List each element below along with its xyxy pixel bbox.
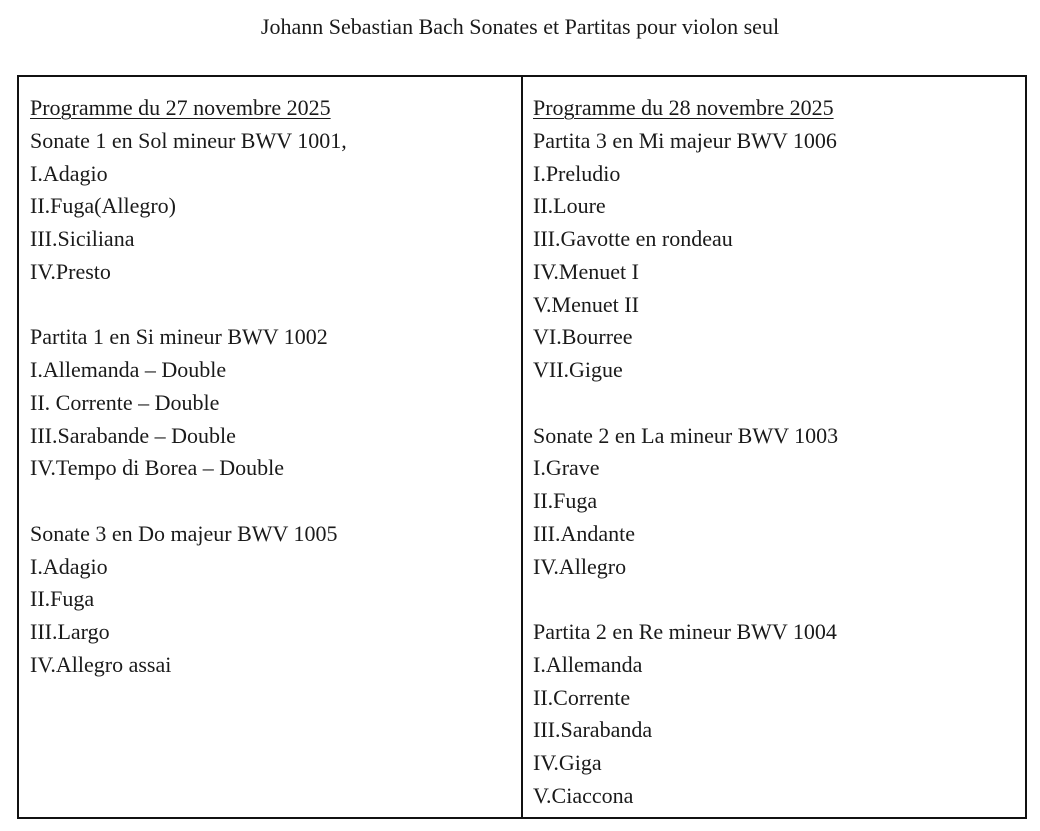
- spacer: [533, 387, 1025, 420]
- movement-item: III.Andante: [533, 520, 636, 546]
- work-title: Partita 3 en Mi majeur BWV 1006: [533, 127, 837, 153]
- program-table: [17, 75, 1027, 819]
- movement-item: II.Fuga: [533, 488, 598, 513]
- movement-item: III.Sarabanda: [533, 717, 653, 743]
- movement-item: V.Menuet II: [533, 291, 639, 317]
- movement-item: IV.Allegro: [533, 553, 627, 579]
- work-title: Sonate 3 en Do majeur BWV 1005: [30, 520, 338, 546]
- movement-item: VII.Gigue: [533, 357, 623, 382]
- movement-item: III.Gavotte en rondeau: [533, 226, 733, 251]
- movement-item: II.Fuga(Allegro): [30, 193, 177, 219]
- movement-item: V.Ciaccona: [533, 782, 634, 808]
- movement-item: III.Siciliana: [30, 226, 135, 251]
- movement-item: VI.Bourree: [533, 324, 633, 350]
- movement-item: II. Corrente – Double: [30, 389, 220, 415]
- program-heading-right: Programme du 28 novembre 2025: [533, 95, 834, 120]
- movement-item: I.Adagio: [30, 160, 108, 186]
- work-title: Partita 2 en Re mineur BWV 1004: [533, 619, 837, 644]
- movement-item: III.Sarabande – Double: [30, 422, 236, 448]
- movement-item: II.Fuga: [30, 586, 95, 612]
- movement-item: IV.Giga: [533, 750, 602, 775]
- spacer: [533, 583, 1025, 616]
- work-title: Sonate 1 en Sol mineur BWV 1001,: [30, 127, 347, 153]
- spacer: [30, 289, 521, 322]
- work-title: Sonate 2 en La mineur BWV 1003: [533, 422, 839, 448]
- program-heading-left: Programme du 27 novembre 2025: [30, 95, 331, 120]
- movement-item: I.Allemanda: [533, 651, 643, 677]
- movement-item: I.Allemanda – Double: [30, 357, 227, 382]
- movement-item: IV.Tempo di Borea – Double: [30, 455, 285, 481]
- document-title: Johann Sebastian Bach Sonates et Partitas pour violon seul: [260, 14, 780, 39]
- movement-item: I.Grave: [533, 455, 600, 481]
- movement-item: IV.Allegro assai: [30, 651, 172, 677]
- movement-item: II.Loure: [533, 193, 606, 219]
- program-column-left: [19, 77, 523, 817]
- movement-item: IV.Menuet I: [533, 258, 639, 284]
- movement-item: IV.Presto: [30, 258, 111, 284]
- work-title: Partita 1 en Si mineur BWV 1002: [30, 324, 328, 350]
- movement-item: II.Corrente: [533, 684, 631, 710]
- movement-item: III.Largo: [30, 619, 110, 644]
- movement-item: I.Preludio: [533, 160, 621, 186]
- movement-item: I.Adagio: [30, 553, 108, 579]
- spacer: [30, 485, 521, 518]
- program-column-right: [523, 77, 1025, 817]
